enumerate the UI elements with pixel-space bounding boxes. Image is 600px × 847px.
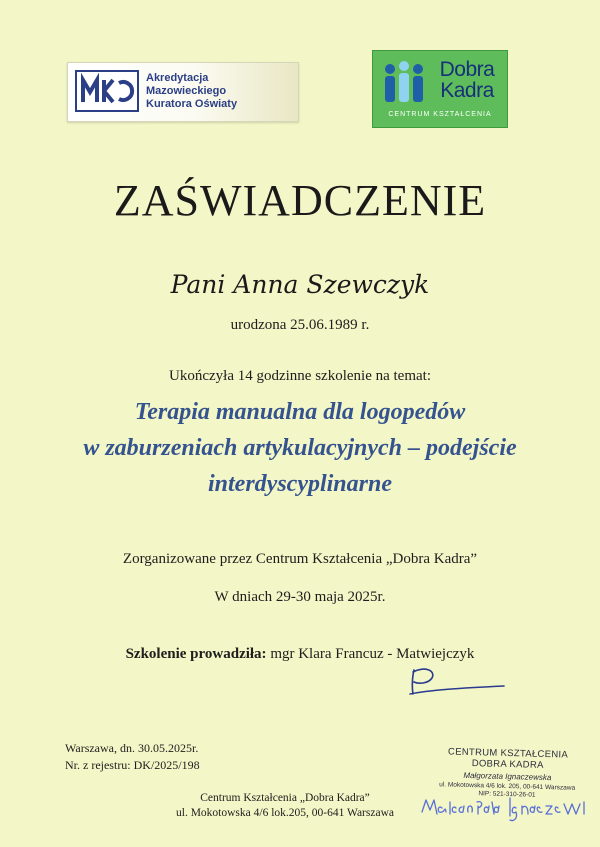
dobra-kadra-brand xyxy=(429,59,505,101)
stamp-address: ul. Mokotowska 4/6 lok. 205, 00-641 Warszawa xyxy=(439,781,576,792)
mko-accreditation-logo xyxy=(67,62,299,122)
registry-number: Nr. z rejestru: DK/2025/198 xyxy=(65,758,200,772)
organizer-statement: Zorganizowane przez Centrum Kształcenia „Dobra Kadra” xyxy=(122,551,478,567)
stamp-nip: NIP: 521-310-26-01 xyxy=(478,790,536,799)
issue-info xyxy=(65,740,200,774)
training-topic-line-3: interdyscyplinarne xyxy=(208,471,392,497)
issue-place-date: Warszawa, dn. 30.05.2025r. xyxy=(65,741,199,755)
dobra-kadra-logo xyxy=(372,50,508,128)
stamp-name: Małgorzata Ignaczewska xyxy=(463,770,552,783)
dobra-kadra-brand-line-2: Kadra xyxy=(440,79,494,102)
mko-mark-icon xyxy=(75,70,139,112)
training-topic-line-2: w zaburzeniach artykulacyjnych – podejście xyxy=(83,435,517,461)
mko-line-1: Akredytacja xyxy=(146,72,209,84)
certificate-title: ZAŚWIADCZENIE xyxy=(113,176,487,225)
dobra-kadra-subtitle: CENTRUM KSZTAŁCENIA xyxy=(388,111,492,118)
footer-address xyxy=(165,791,405,821)
mko-accreditation-text xyxy=(146,72,296,111)
stamp-line-2: DOBRA KADRA xyxy=(471,758,544,771)
mko-line-2: Mazowieckiego xyxy=(146,85,227,97)
people-group-icon xyxy=(381,60,427,106)
trainer-label: Szkolenie prowadziła: xyxy=(125,646,267,662)
trainer-name: mgr Klara Francuz - Matwiejczyk xyxy=(270,646,475,662)
training-topic-line-1: Terapia manualna dla logopedów xyxy=(134,399,466,425)
completion-statement: Ukończyła 14 godzinne szkolenie na temat: xyxy=(169,368,431,384)
training-topic xyxy=(0,394,600,502)
training-dates: W dniach 29-30 maja 2025r. xyxy=(214,589,386,605)
trainer-signature xyxy=(400,664,510,704)
director-signature xyxy=(418,790,593,824)
birth-date: urodzona 25.06.1989 r. xyxy=(230,317,370,333)
trainer-line xyxy=(0,646,600,663)
recipient-name: Pani Anna Szewczyk xyxy=(170,270,430,299)
mko-line-3: Kuratora Oświaty xyxy=(146,98,238,110)
stamp-line-1: CENTRUM KSZTAŁCENIA xyxy=(447,746,569,761)
footer-line-2: ul. Mokotowska 4/6 lok.205, 00-641 Warszawa xyxy=(176,807,394,819)
dobra-kadra-brand-line-1: Dobra xyxy=(439,58,495,81)
footer-line-1: Centrum Kształcenia „Dobra Kadra” xyxy=(200,792,370,804)
